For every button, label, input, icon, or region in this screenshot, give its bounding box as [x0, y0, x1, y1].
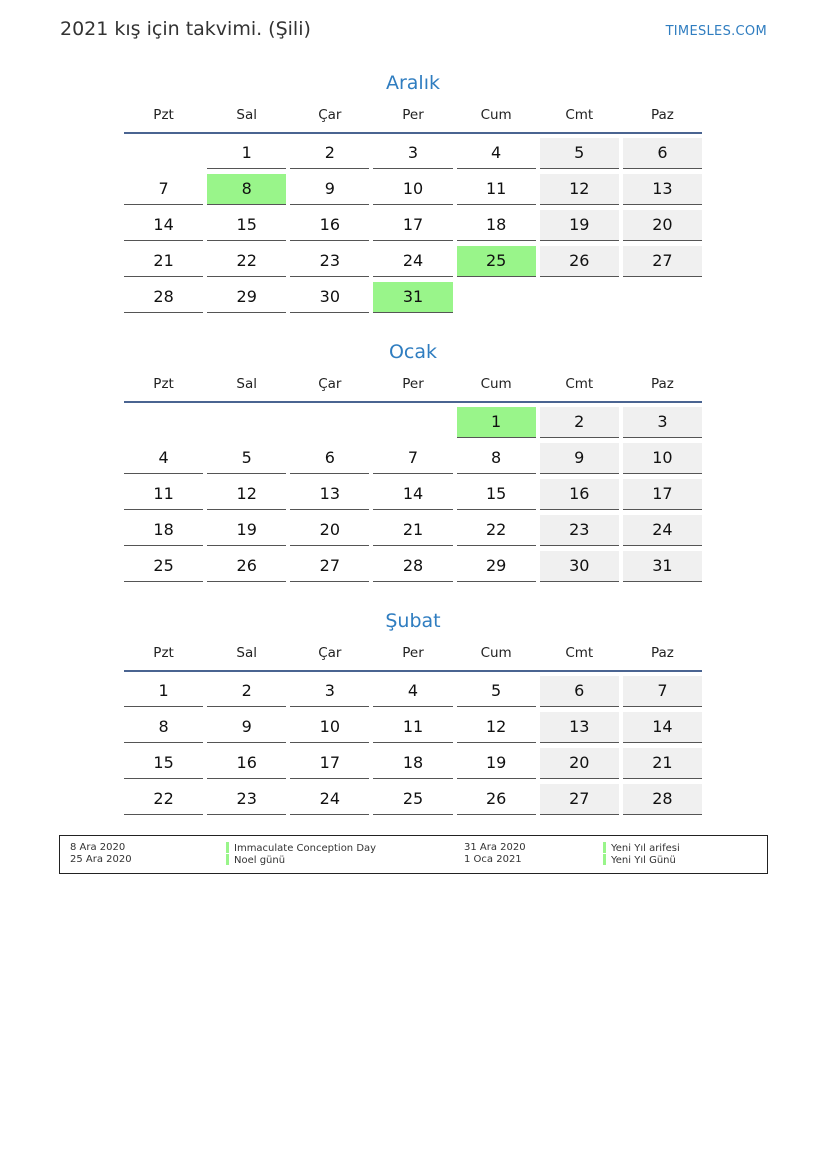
holiday-day-cell — [373, 282, 452, 314]
legend-date: 8 Ara 2020 — [70, 842, 126, 853]
day-cell — [373, 515, 452, 547]
weekday-label: Cmt — [565, 107, 594, 123]
day-cell — [457, 676, 536, 708]
day-number: 18 — [373, 748, 452, 779]
day-number: 8 — [124, 712, 203, 743]
weekday-label: Sal — [236, 376, 257, 392]
day-cell — [207, 479, 286, 511]
day-number: 18 — [457, 210, 536, 241]
day-cell — [373, 174, 452, 206]
weekday-label: Paz — [650, 376, 674, 392]
day-number: 9 — [290, 174, 369, 205]
day-grid — [122, 407, 704, 587]
weekday-label: Çar — [318, 645, 342, 661]
day-cell — [290, 712, 369, 744]
day-cell — [207, 515, 286, 547]
month-calendar — [122, 608, 704, 820]
weekday-label: Cum — [480, 107, 512, 123]
day-number: 20 — [623, 210, 702, 241]
day-cell — [124, 246, 203, 278]
day-number: 29 — [207, 282, 286, 313]
day-cell — [373, 246, 452, 278]
day-number: 17 — [623, 479, 702, 510]
weekday-label: Çar — [318, 107, 342, 123]
day-cell — [373, 676, 452, 708]
weekday-label: Per — [402, 107, 424, 123]
day-cell — [457, 515, 536, 547]
weekday-label: Per — [402, 376, 424, 392]
day-cell — [290, 246, 369, 278]
month-calendar — [122, 70, 704, 318]
day-cell — [290, 784, 369, 816]
day-number: 13 — [290, 479, 369, 510]
day-cell — [207, 551, 286, 583]
day-number: 22 — [207, 246, 286, 277]
day-cell — [124, 676, 203, 708]
day-number: 21 — [373, 515, 452, 546]
day-cell — [373, 748, 452, 780]
day-cell — [623, 246, 702, 278]
weekday-label: Paz — [650, 107, 674, 123]
day-number: 6 — [623, 138, 702, 169]
legend-date: 25 Ara 2020 — [70, 854, 132, 865]
day-number: 14 — [373, 479, 452, 510]
day-number: 29 — [457, 551, 536, 582]
day-cell — [290, 174, 369, 206]
day-number: 19 — [457, 748, 536, 779]
day-cell — [207, 784, 286, 816]
legend-date: 1 Oca 2021 — [464, 854, 522, 865]
day-number: 27 — [623, 246, 702, 277]
empty-day-cell — [124, 138, 203, 170]
day-cell — [373, 210, 452, 242]
day-number: 7 — [124, 174, 203, 205]
day-number: 10 — [623, 443, 702, 474]
day-number: 25 — [373, 784, 452, 815]
day-number: 27 — [290, 551, 369, 582]
day-number: 16 — [207, 748, 286, 779]
day-number: 5 — [457, 676, 536, 707]
day-number: 2 — [290, 138, 369, 169]
day-cell — [457, 210, 536, 242]
day-cell — [290, 138, 369, 170]
day-number: 3 — [290, 676, 369, 707]
day-cell — [540, 479, 619, 511]
day-number: 18 — [124, 515, 203, 546]
day-cell — [124, 479, 203, 511]
day-cell — [540, 210, 619, 242]
day-cell — [290, 676, 369, 708]
holiday-color-marker — [226, 842, 229, 853]
month-calendar — [122, 339, 704, 587]
day-cell — [207, 138, 286, 170]
day-cell — [540, 407, 619, 439]
weekday-label: Çar — [318, 376, 342, 392]
day-number: 23 — [290, 246, 369, 277]
day-cell — [290, 443, 369, 475]
day-cell — [373, 551, 452, 583]
holiday-legend — [59, 835, 768, 874]
day-number: 19 — [207, 515, 286, 546]
day-number: 3 — [623, 407, 702, 438]
day-number: 4 — [373, 676, 452, 707]
weekday-label: Paz — [650, 645, 674, 661]
empty-day-cell — [373, 407, 452, 439]
day-cell — [457, 443, 536, 475]
day-cell — [623, 407, 702, 439]
day-number: 24 — [373, 246, 452, 277]
weekday-label: Cmt — [565, 645, 594, 661]
legend-holiday-name: Immaculate Conception Day — [234, 843, 377, 854]
day-cell — [457, 551, 536, 583]
legend-holiday-name: Yeni Yıl Günü — [611, 855, 676, 866]
day-number: 21 — [623, 748, 702, 779]
day-cell — [373, 138, 452, 170]
day-number: 1 — [457, 407, 536, 438]
weekday-label: Cum — [480, 376, 512, 392]
day-number: 8 — [457, 443, 536, 474]
day-number: 5 — [207, 443, 286, 474]
day-number: 13 — [540, 712, 619, 743]
day-number: 22 — [457, 515, 536, 546]
day-number: 1 — [207, 138, 286, 169]
day-cell — [124, 282, 203, 314]
weekday-label: Pzt — [153, 376, 174, 392]
day-number: 24 — [290, 784, 369, 815]
day-cell — [207, 246, 286, 278]
day-number: 30 — [540, 551, 619, 582]
day-number: 8 — [207, 174, 286, 205]
day-cell — [540, 748, 619, 780]
day-number: 14 — [623, 712, 702, 743]
holiday-color-marker — [226, 854, 229, 865]
weekday-label: Pzt — [153, 107, 174, 123]
day-cell — [290, 515, 369, 547]
day-number: 23 — [540, 515, 619, 546]
day-number: 10 — [290, 712, 369, 743]
empty-day-cell — [290, 407, 369, 439]
day-cell — [207, 210, 286, 242]
day-cell — [540, 246, 619, 278]
day-cell — [457, 712, 536, 744]
day-number: 1 — [124, 676, 203, 707]
day-cell — [124, 210, 203, 242]
day-cell — [623, 676, 702, 708]
weekday-header — [122, 643, 704, 663]
day-number: 2 — [207, 676, 286, 707]
legend-entry — [603, 854, 676, 867]
weekday-label: Pzt — [153, 645, 174, 661]
day-cell — [207, 676, 286, 708]
day-number: 7 — [373, 443, 452, 474]
legend-entry — [226, 854, 285, 867]
header-rule — [124, 670, 702, 672]
day-cell — [373, 784, 452, 816]
day-number: 25 — [124, 551, 203, 582]
holiday-day-cell — [457, 407, 536, 439]
empty-day-cell — [124, 407, 203, 439]
day-cell — [623, 174, 702, 206]
day-cell — [124, 748, 203, 780]
day-cell — [623, 479, 702, 511]
day-cell — [540, 138, 619, 170]
day-cell — [540, 174, 619, 206]
day-number: 9 — [540, 443, 619, 474]
weekday-header — [122, 374, 704, 394]
day-cell — [457, 174, 536, 206]
day-cell — [540, 515, 619, 547]
weekday-header — [122, 105, 704, 125]
day-number: 22 — [124, 784, 203, 815]
day-cell — [290, 479, 369, 511]
day-cell — [623, 712, 702, 744]
day-cell — [373, 443, 452, 475]
day-grid — [122, 676, 704, 820]
day-cell — [290, 210, 369, 242]
day-number: 14 — [124, 210, 203, 241]
day-cell — [623, 515, 702, 547]
day-number: 26 — [207, 551, 286, 582]
day-number: 12 — [207, 479, 286, 510]
day-number: 23 — [207, 784, 286, 815]
day-number: 12 — [457, 712, 536, 743]
day-number: 20 — [290, 515, 369, 546]
day-number: 10 — [373, 174, 452, 205]
day-cell — [457, 748, 536, 780]
day-cell — [457, 784, 536, 816]
weekday-label: Cum — [480, 645, 512, 661]
day-number: 11 — [457, 174, 536, 205]
weekday-label: Cmt — [565, 376, 594, 392]
day-number: 28 — [623, 784, 702, 815]
day-number: 16 — [290, 210, 369, 241]
month-title: Aralık — [385, 72, 440, 94]
day-cell — [623, 138, 702, 170]
month-title: Ocak — [388, 341, 438, 363]
day-number: 17 — [290, 748, 369, 779]
day-number: 24 — [623, 515, 702, 546]
day-number: 28 — [124, 282, 203, 313]
day-cell — [623, 210, 702, 242]
day-cell — [540, 784, 619, 816]
day-number: 15 — [207, 210, 286, 241]
day-number: 5 — [540, 138, 619, 169]
day-cell — [124, 174, 203, 206]
day-cell — [457, 479, 536, 511]
day-number: 6 — [540, 676, 619, 707]
header-rule — [124, 132, 702, 134]
day-cell — [124, 515, 203, 547]
day-cell — [207, 748, 286, 780]
legend-holiday-name: Yeni Yıl arifesi — [611, 843, 680, 854]
day-cell — [290, 748, 369, 780]
legend-date: 31 Ara 2020 — [464, 842, 526, 853]
day-number: 15 — [124, 748, 203, 779]
day-cell — [540, 551, 619, 583]
day-number: 19 — [540, 210, 619, 241]
header-rule — [124, 401, 702, 403]
day-cell — [207, 443, 286, 475]
day-cell — [540, 443, 619, 475]
empty-day-cell — [207, 407, 286, 439]
day-number: 26 — [457, 784, 536, 815]
day-cell — [623, 748, 702, 780]
day-number: 9 — [207, 712, 286, 743]
page-title: 2021 kış için takvimi. (Şili) — [60, 18, 311, 40]
day-cell — [124, 784, 203, 816]
holiday-color-marker — [603, 854, 606, 865]
weekday-label: Per — [402, 645, 424, 661]
day-number: 4 — [457, 138, 536, 169]
day-cell — [124, 551, 203, 583]
day-number: 30 — [290, 282, 369, 313]
day-cell — [124, 443, 203, 475]
day-number: 27 — [540, 784, 619, 815]
day-cell — [457, 138, 536, 170]
day-number: 26 — [540, 246, 619, 277]
day-number: 28 — [373, 551, 452, 582]
site-brand[interactable]: TIMESLES.COM — [665, 24, 767, 39]
day-number: 7 — [623, 676, 702, 707]
day-cell — [623, 443, 702, 475]
day-grid — [122, 138, 704, 318]
day-cell — [290, 282, 369, 314]
day-cell — [124, 712, 203, 744]
day-number: 16 — [540, 479, 619, 510]
weekday-label: Sal — [236, 107, 257, 123]
day-number: 4 — [124, 443, 203, 474]
day-number: 21 — [124, 246, 203, 277]
day-number: 31 — [623, 551, 702, 582]
holiday-day-cell — [207, 174, 286, 206]
day-number: 25 — [457, 246, 536, 277]
weekday-label: Sal — [236, 645, 257, 661]
day-number: 11 — [124, 479, 203, 510]
day-cell — [623, 784, 702, 816]
day-number: 6 — [290, 443, 369, 474]
day-cell — [207, 712, 286, 744]
holiday-day-cell — [457, 246, 536, 278]
day-number: 3 — [373, 138, 452, 169]
day-number: 20 — [540, 748, 619, 779]
legend-holiday-name: Noel günü — [234, 855, 286, 866]
day-number: 15 — [457, 479, 536, 510]
day-number: 12 — [540, 174, 619, 205]
day-cell — [540, 676, 619, 708]
day-number: 17 — [373, 210, 452, 241]
day-number: 2 — [540, 407, 619, 438]
day-cell — [290, 551, 369, 583]
holiday-color-marker — [603, 842, 606, 853]
day-cell — [373, 479, 452, 511]
day-number: 13 — [623, 174, 702, 205]
day-number: 31 — [373, 282, 452, 313]
day-number: 11 — [373, 712, 452, 743]
day-cell — [207, 282, 286, 314]
day-cell — [540, 712, 619, 744]
month-title: Şubat — [385, 610, 441, 632]
day-cell — [623, 551, 702, 583]
day-cell — [373, 712, 452, 744]
